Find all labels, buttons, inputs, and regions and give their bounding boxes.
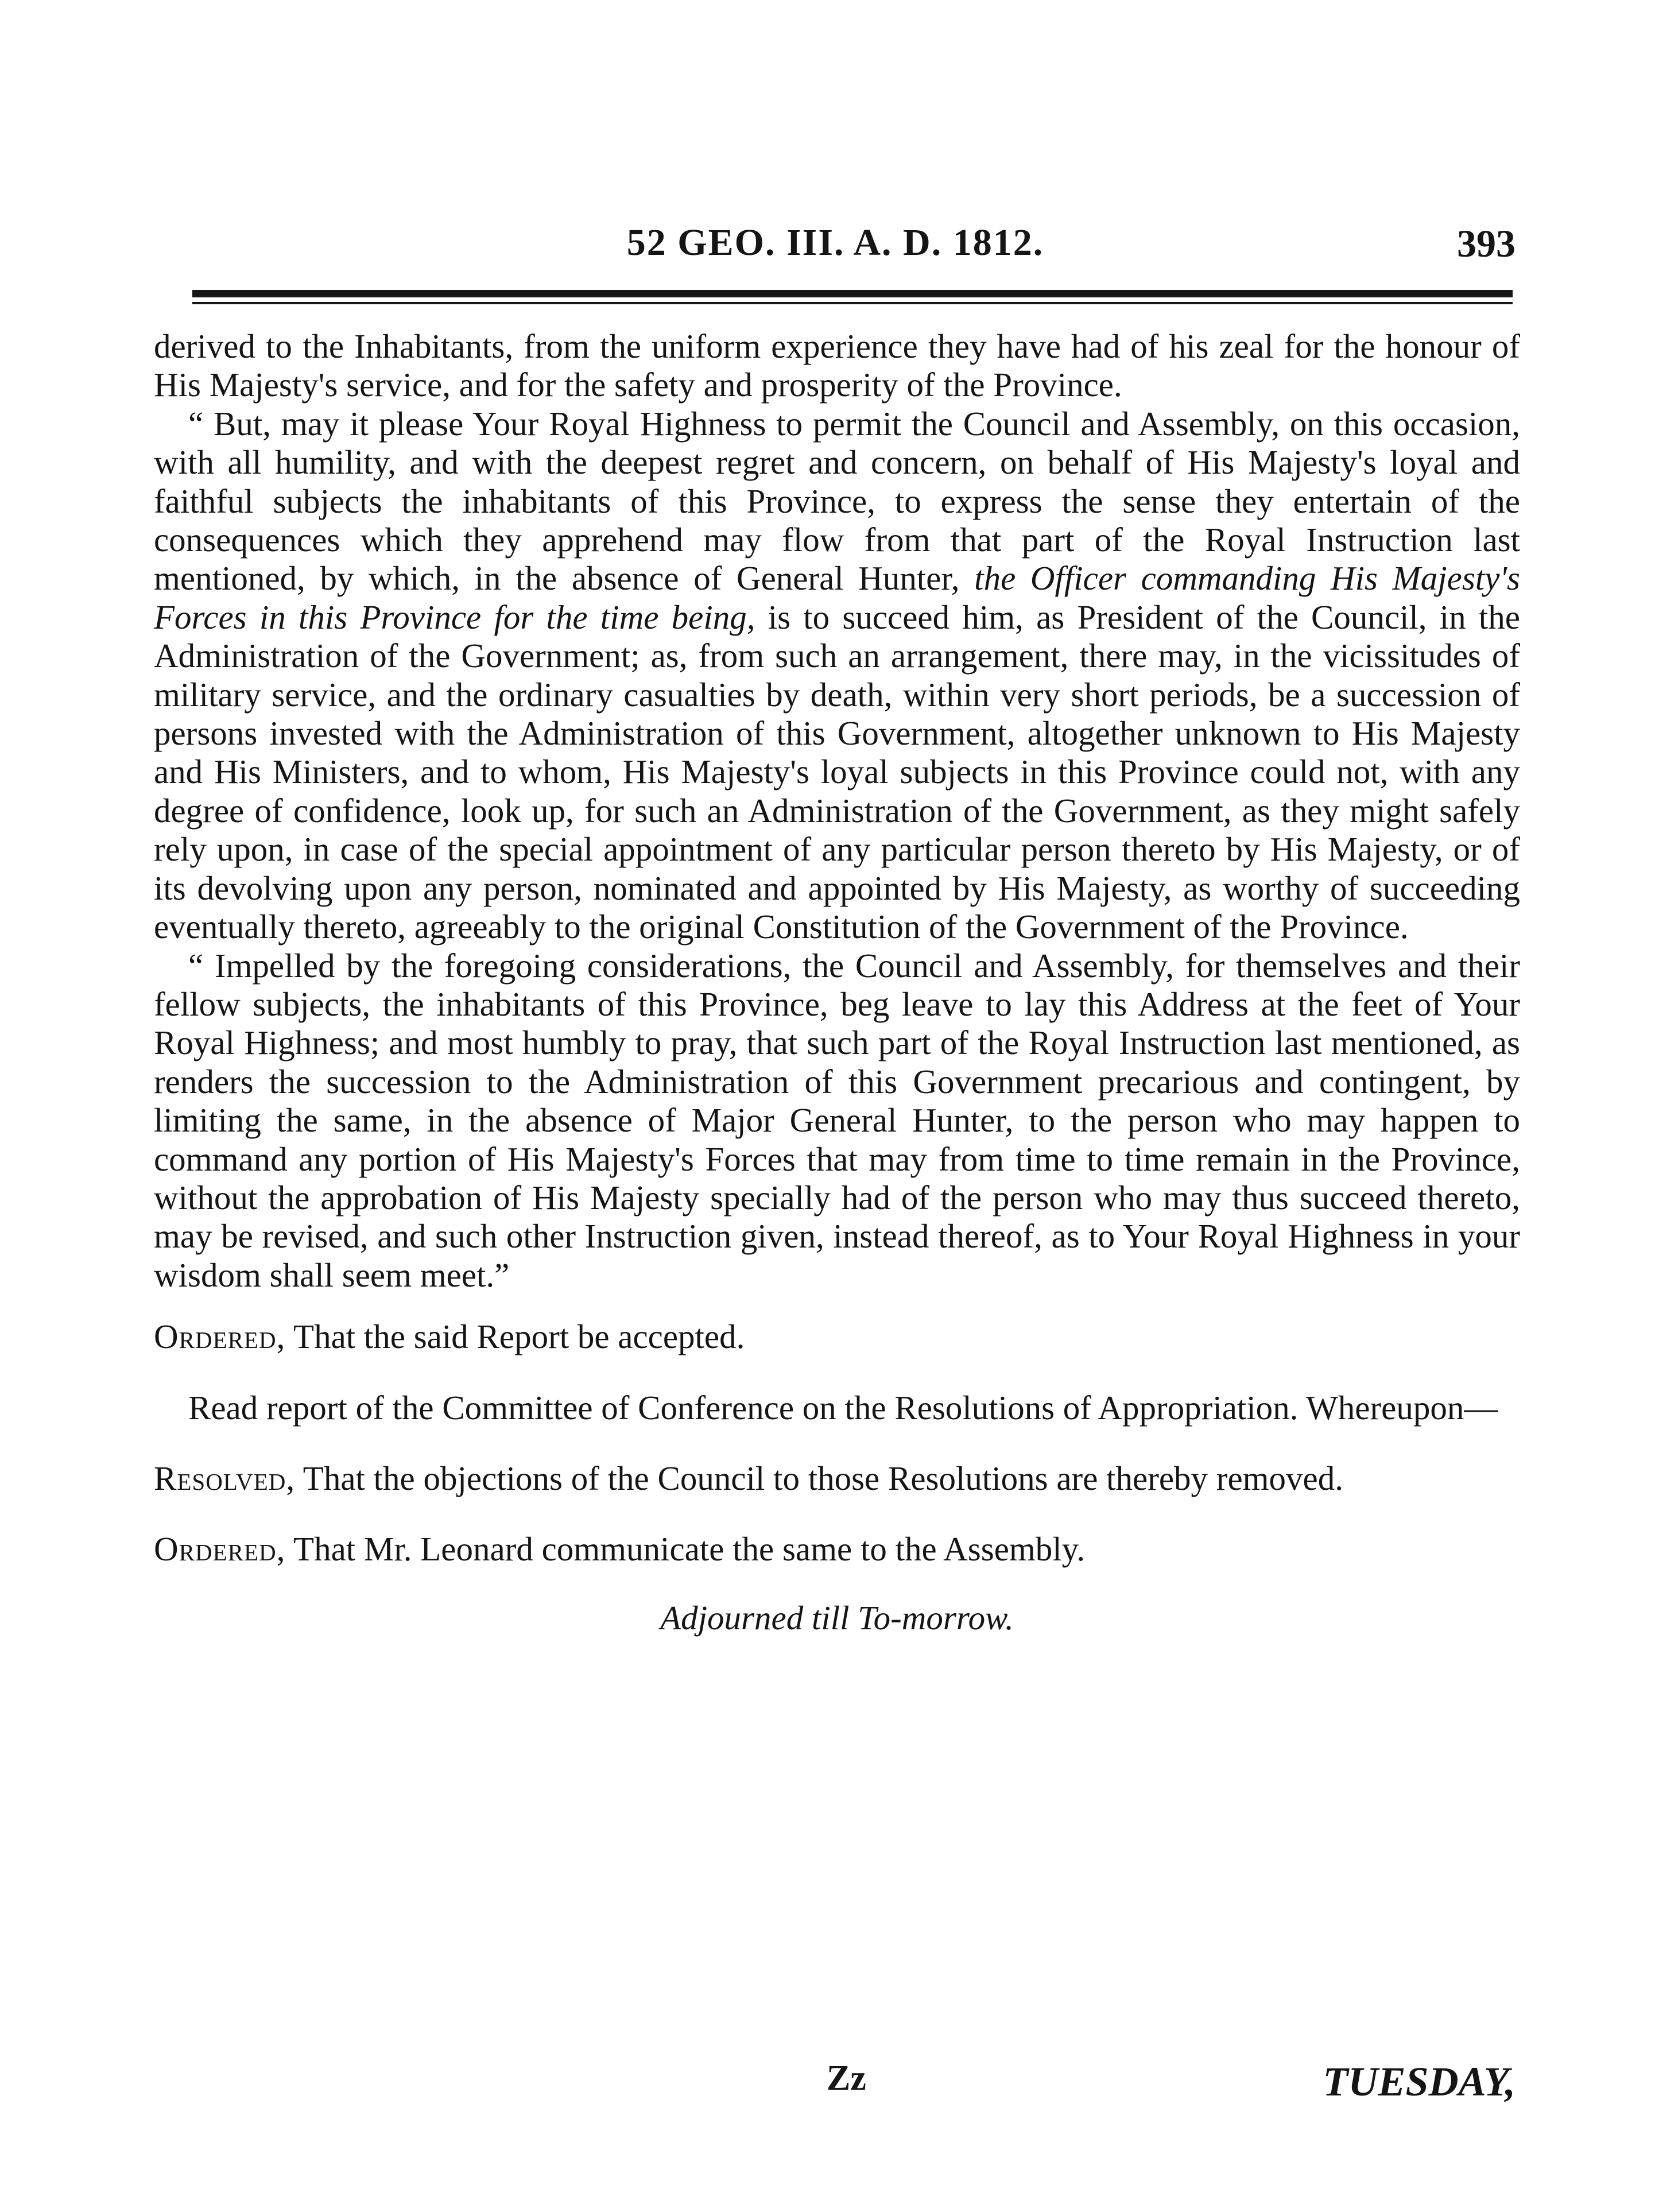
minute-ordered-report <box>154 1318 1520 1356</box>
minute-resolved <box>154 1459 1520 1498</box>
header-rule-thin <box>192 302 1513 304</box>
adjournment: Adjourned till To-morrow. <box>660 1598 1014 1637</box>
ordered-text-2: That Mr. Leonard communicate the same to the Assembly. <box>285 1530 1086 1568</box>
page-header <box>155 215 1516 278</box>
paragraph-address-objection <box>154 405 1520 947</box>
resolved-text: That the objections of the Council to those Resolutions are thereby removed. <box>295 1459 1343 1497</box>
ordered-label-2: Ordered, <box>154 1530 286 1568</box>
catchword: TUESDAY, <box>1323 2059 1516 2105</box>
paragraph-address-objection-italic: the Officer commanding His Majesty's Forces in this Province for the time being, <box>154 559 1520 636</box>
paragraph-continuation: derived to the Inhabitants, from the uniform experience they have had of his zeal for the honour of His Majesty's service, and for the safety and prosperity of the Province. <box>154 327 1520 404</box>
running-head: 52 GEO. III. A. D. 1812. <box>626 222 1044 264</box>
minute-read-report: Read report of the Committee of Conference on the Resolutions of Appropriation. Whereupon— <box>188 1388 1498 1427</box>
page-number: 393 <box>1457 222 1516 265</box>
minute-ordered-communicate <box>154 1530 1520 1568</box>
header-rule-thick <box>192 290 1513 297</box>
resolved-label: Resolved, <box>154 1459 296 1497</box>
ordered-label: Ordered, <box>154 1318 286 1356</box>
body-text <box>154 327 1520 1637</box>
paragraph-address-objection-start: “ But, may it please Your Royal Highness to permit the Council and Assembly, on this occasion, with all humility, and with the deepest regret and concern, on behalf of His Majesty's loyal and faithful subjects the inhabitants of this Province, to express the sense they entertain of the consequences which they apprehend may flow from that part of the Royal Instruction last mentioned, by which, in the absence of General Hunter, <box>154 404 1520 598</box>
ordered-text: That the said Report be accepted. <box>285 1318 745 1356</box>
signature-mark: Zz <box>827 2059 866 2098</box>
page-footer <box>155 2058 1516 2110</box>
paragraph-address-objection-end: is to succeed him, as President of the Council, in the Administration of the Government; as, from such an arrangement, there may, in the vicissitudes of military service, and the ordinary casualties by death, within very short periods, be a succession of persons invested with the Administration of this Government, altogether unknown to His Majesty and His Ministers, and to whom, His Majesty's loyal subjects in this Province could not, with any degree of confidence, look up, for such an Administration of the Government, as they might safely rely upon, in case of the special appointment of any particular person thereto by His Majesty, or of its devolving upon any person, nominated and appointed by His Majesty, as worthy of succeeding eventually thereto, agreeably to the original Constitution of the Government of the Province. <box>154 598 1520 946</box>
paragraph-address-prayer: “ Impelled by the foregoing considerations, the Council and Assembly, for themselves and their fellow subjects, the inhabitants of this Province, beg leave to lay this Address at the feet of Your Royal Highness; and most humbly to pray, that such part of the Royal Instruction last mentioned, as renders the succession to the Administration of this Government precarious and contingent, by limiting the same, in the absence of Major General Hunter, to the person who may happen to command any portion of His Majesty's Forces that may from time to time remain in the Province, without the approbation of His Majesty specially had of the person who may thus succeed thereto, may be revised, and such other Instruction given, instead thereof, as to Your Royal Highness in your wisdom shall seem meet.” <box>154 946 1520 1294</box>
